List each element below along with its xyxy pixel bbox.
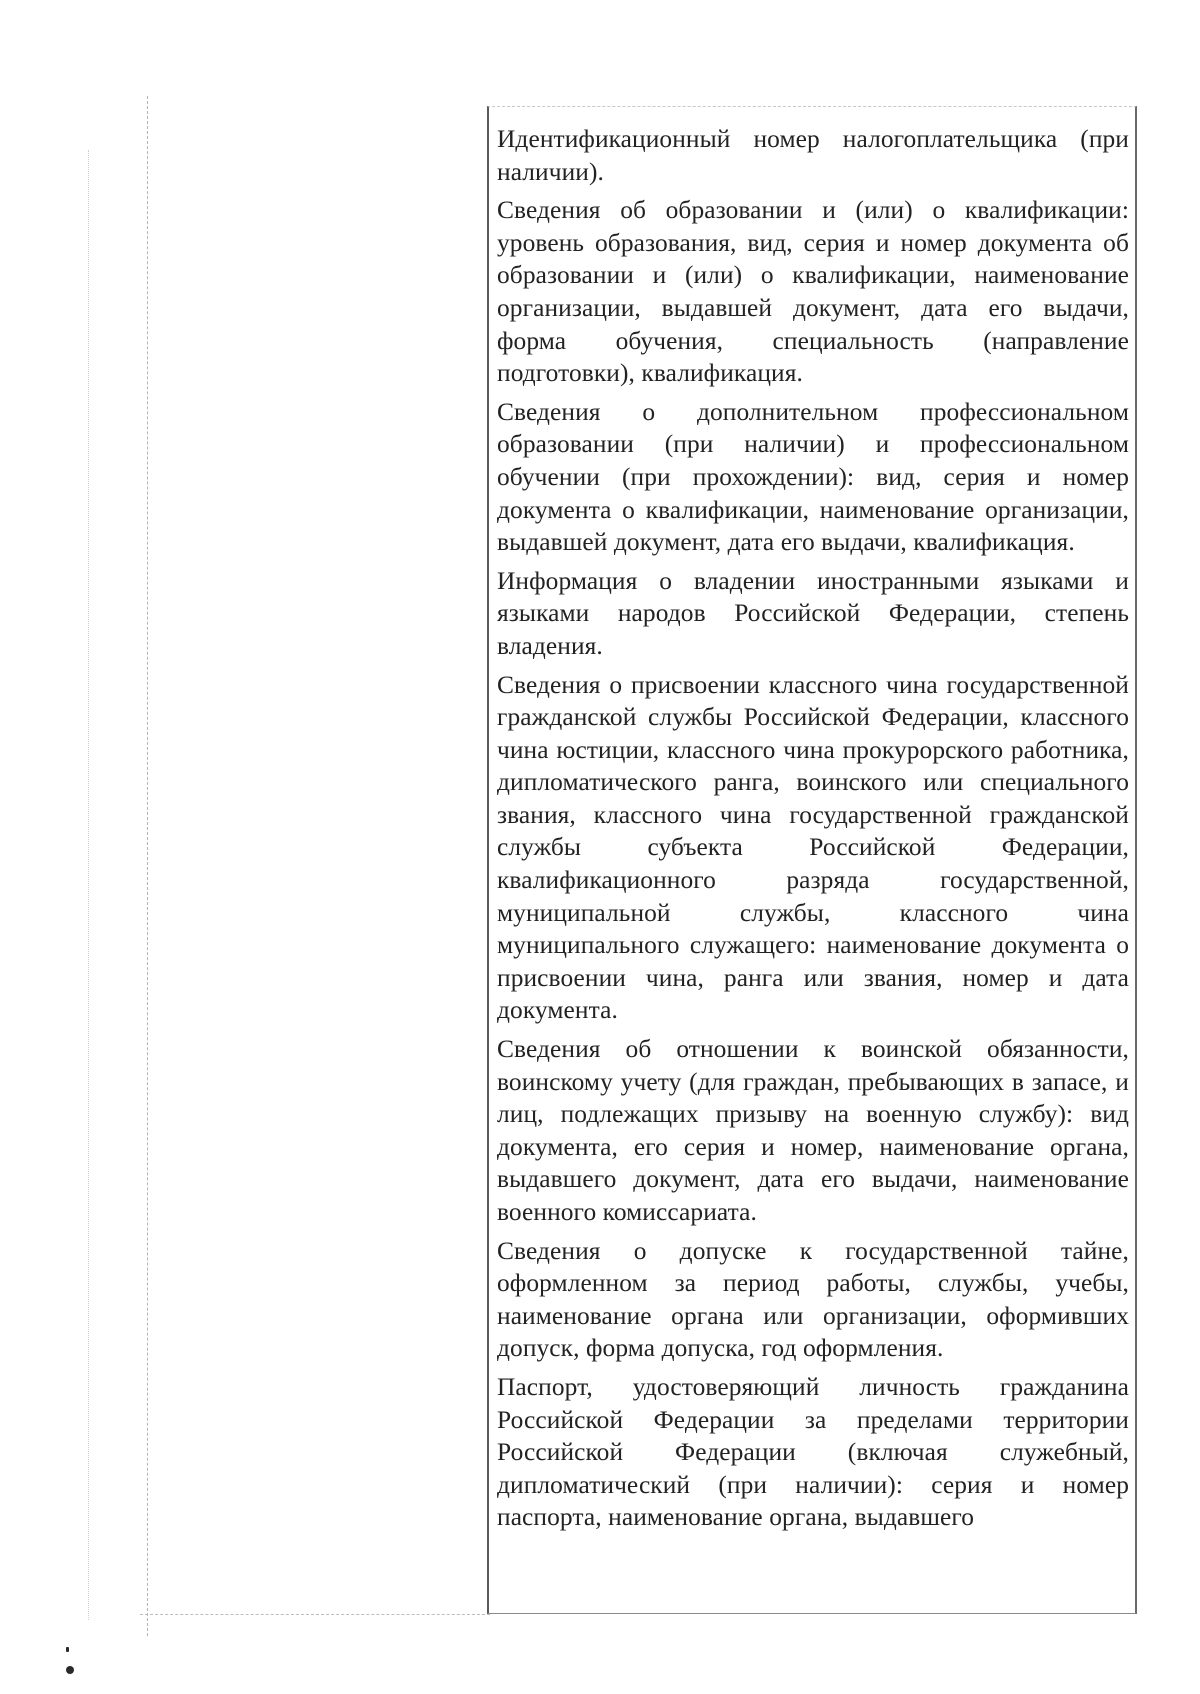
table-cell-text — [487, 106, 1137, 1614]
scan-speck — [66, 1666, 74, 1674]
margin-rule — [88, 150, 89, 1620]
scan-speck — [66, 1647, 69, 1652]
table-bottom-border — [140, 1614, 490, 1615]
paragraph-military-duty: Сведения об отношении к воинской обязанности, воинскому учету (для граждан, пребывающих в запасе, и лиц, подлежащих призыву на военную службу): вид документа, его серия и номер, наименование органа, выдавшего документ, дата его выдачи, наименование военного комиссариата. — [497, 1035, 1129, 1226]
paragraph-state-secret: Сведения о допуске к государственной тайне, оформленном за период работы, службы, учебы, наименование органа или организации, оформивших допуск, форма допуска, год оформления. — [497, 1236, 1129, 1363]
paragraph-languages: Информация о владении иностранными языками и языками народов Российской Федерации, степень владения. — [497, 566, 1129, 660]
paragraph-additional-education: Сведения о дополнительном профессиональном образовании (при наличии) и профессиональном обучении (при прохождении): вид, серия и номер документа о квалификации, наименование организации, выдавшей документ, дата его выдачи, квалификация. — [497, 397, 1129, 557]
paragraph-inn: Идентификационный номер налогоплательщика (при наличии). — [497, 125, 1129, 186]
paragraph-passport: Паспорт, удостоверяющий личность гражданина Российской Федерации за пределами территории Российской Федерации (включая служебный, дипломатический (при наличии): серия и номер паспорта, наименование органа, выдавшего — [497, 1372, 1129, 1532]
paragraph-class-rank: Сведения о присвоении классного чина государственной гражданской службы Российской Федерации, классного чина юстиции, классного чина прокурорского работника, дипломатического ранга, воинского или специального звания, классного чина государственной гражданской службы субъекта Российской Федерации, квалификационного разряда государственной, муниципальной службы, классного чина муниципального служащего: наименование документа о присвоении чина, ранга или звания, номер и дата документа. — [497, 670, 1129, 1025]
left-column-border — [147, 96, 148, 1636]
paragraph-education: Сведения об образовании и (или) о квалификации: уровень образования, вид, серия и номер документа об образовании и (или) о квалификации, наименование организации, выдавшей документ, дата его выдачи, форма обучения, специальность (направление подготовки), квалификация. — [497, 196, 1129, 388]
